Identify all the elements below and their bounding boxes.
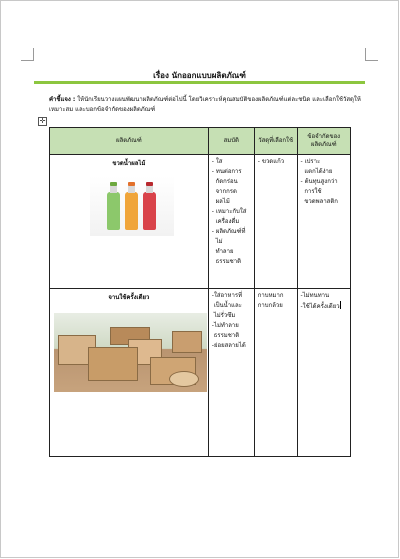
cell-line: -ย่อยสลายได้	[211, 342, 246, 349]
cell-line: ขวดพลาสติก	[300, 198, 338, 205]
table-row	[50, 155, 351, 289]
cell-line: ผลไม้	[211, 198, 230, 205]
properties-list	[209, 289, 254, 353]
material-list	[255, 289, 297, 313]
table-header-row	[50, 128, 351, 155]
product-name: ขวดน้ำผลไม้	[112, 160, 146, 167]
cell-line: เป็นน้ำและ	[211, 302, 242, 309]
cell-line: - เหมาะกับใส่	[211, 208, 247, 215]
cell-line: - ใส	[211, 158, 223, 165]
cell-line: การใช้	[300, 188, 322, 195]
limitations-cell[interactable]	[297, 289, 351, 457]
cell-line: กาบหมาก	[257, 292, 284, 299]
instruction-paragraph[interactable]	[49, 95, 368, 115]
cell-line: จากกรด	[211, 188, 237, 195]
product-cell[interactable]	[50, 289, 209, 457]
cell-line: กาบกล้วย	[257, 302, 283, 309]
cell-line: -ใช้ได้ครั้งเดียว	[300, 303, 340, 310]
limitations-cell[interactable]	[297, 155, 351, 289]
text-cursor	[340, 301, 341, 309]
cell-line: - ทนต่อการ	[211, 168, 242, 175]
leaf-plates-image[interactable]	[54, 313, 207, 392]
cell-line: แตกได้ง่าย	[300, 168, 333, 175]
bottle-green	[107, 192, 120, 230]
header-material[interactable]: วัสดุที่เลือกใช้	[254, 128, 297, 155]
cell-line: ธรรมชาติ	[211, 258, 242, 265]
cell-line: - เปราะ	[300, 158, 321, 165]
limitations-list	[298, 289, 351, 314]
properties-cell[interactable]	[208, 155, 254, 289]
header-product[interactable]: ผลิตภัณฑ์	[50, 128, 209, 155]
limitations-list	[298, 155, 351, 209]
bottle-red	[143, 192, 156, 230]
document-title[interactable]: เรื่อง นักออกแบบผลิตภัณฑ์	[153, 71, 246, 80]
cell-line: - ผลิตภัณฑ์ที่	[211, 228, 246, 235]
material-cell[interactable]	[254, 155, 297, 289]
move-arrows-icon[interactable]: ✛	[39, 117, 46, 125]
product-name: จานใช้ครั้งเดียว	[108, 294, 150, 301]
cell-line: -ไม่ทนทาน	[300, 292, 330, 299]
cell-line: ไม่	[211, 238, 223, 245]
header-properties[interactable]: สมบัติ	[208, 128, 254, 155]
cell-line: ไม่รั่วซึม	[211, 312, 236, 319]
margin-corner-mark	[21, 48, 34, 61]
product-cell[interactable]	[50, 155, 209, 289]
cell-line: - ขวดแก้ว	[257, 158, 285, 165]
juice-bottles-image[interactable]	[90, 176, 174, 236]
cell-line: กัดกร่อน	[211, 178, 238, 185]
material-cell[interactable]	[254, 289, 297, 457]
cell-line: -ไม่ทำลาย	[211, 322, 239, 329]
title-underline-rule	[34, 81, 365, 84]
bottle-orange	[125, 192, 138, 230]
cell-line: - ต้นทุนสูงกว่า	[300, 178, 338, 185]
cell-line: -ใส่อาหารที่	[211, 292, 243, 299]
properties-cell[interactable]	[208, 289, 254, 457]
cell-line: ธรรมชาติ	[211, 332, 240, 339]
cell-line: เครื่องดื่ม	[211, 218, 240, 225]
instruction-text: ให้นักเรียนวางแผนพัฒนาผลิตภัณฑ์ต่อไปนี้ โดยวิเคราะห์คุณสมบัติของผลิตภัณฑ์แต่ละชนิด และเลือกใช้วัสดุให้เหมาะสม และบอกข้อจำกัดของผลิตภัณฑ์	[49, 96, 361, 113]
instruction-label: คำชี้แจง :	[49, 96, 76, 103]
properties-list	[209, 155, 254, 269]
cell-line: ทำลาย	[211, 248, 234, 255]
product-table[interactable]	[49, 127, 351, 457]
margin-corner-mark	[365, 48, 378, 61]
header-limitations[interactable]: ข้อจำกัดของผลิตภัณฑ์	[297, 128, 351, 155]
material-list	[255, 155, 297, 169]
table-row	[50, 289, 351, 457]
